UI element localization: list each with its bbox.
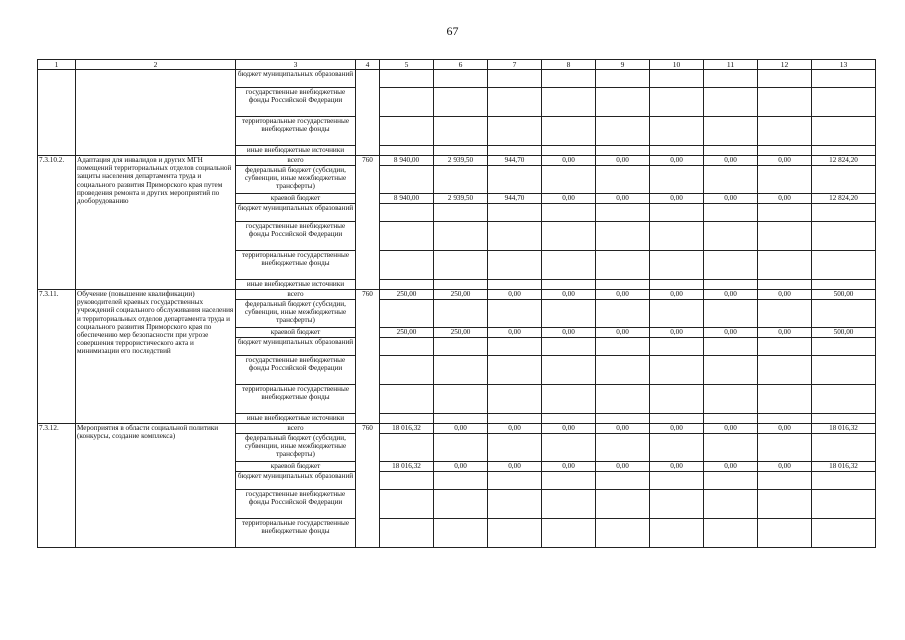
value-cell bbox=[704, 204, 758, 222]
source-cell: иные внебюджетные источники bbox=[236, 414, 356, 424]
value-cell bbox=[380, 356, 434, 385]
code-cell: 7.3.10.2. bbox=[38, 156, 76, 290]
value-cell: 250,00 bbox=[380, 290, 434, 300]
value-cell bbox=[596, 300, 650, 328]
value-cell: 0,00 bbox=[650, 424, 704, 434]
value-cell bbox=[434, 472, 488, 490]
value-cell: 0,00 bbox=[704, 290, 758, 300]
value-cell bbox=[704, 222, 758, 251]
value-cell: 0,00 bbox=[434, 462, 488, 472]
value-cell bbox=[596, 434, 650, 462]
value-cell: 0,00 bbox=[704, 462, 758, 472]
value-cell bbox=[488, 88, 542, 117]
value-cell bbox=[488, 117, 542, 146]
value-cell: 18 016,32 bbox=[812, 462, 876, 472]
value-cell bbox=[650, 251, 704, 280]
name-cell: Обучение (повышение квалификации) руководителей краевых государственных учреждений социального обслуживания населения и территориальных отделов департамента труда и социального развития Приморского края по обеспечению мер безопасности при угрозе совершения террористического акта и минимизации его последствий bbox=[76, 290, 236, 424]
value-cell: 0,00 bbox=[758, 290, 812, 300]
value-cell bbox=[704, 414, 758, 424]
source-cell: территориальные государственные внебюджетные фонды bbox=[236, 519, 356, 548]
value-cell bbox=[758, 434, 812, 462]
value-cell bbox=[650, 204, 704, 222]
value-cell bbox=[650, 414, 704, 424]
value-cell: 0,00 bbox=[542, 290, 596, 300]
value-cell: 0,00 bbox=[488, 290, 542, 300]
value-cell bbox=[812, 356, 876, 385]
column-header-9: 9 bbox=[596, 60, 650, 70]
grbs-cell: 760 bbox=[356, 156, 380, 290]
value-cell bbox=[596, 117, 650, 146]
value-cell bbox=[650, 434, 704, 462]
value-cell bbox=[812, 414, 876, 424]
source-cell: бюджет муниципальных образований bbox=[236, 70, 356, 88]
value-cell: 500,00 bbox=[812, 328, 876, 338]
value-cell: 944,70 bbox=[488, 194, 542, 204]
source-cell: бюджет муниципальных образований bbox=[236, 472, 356, 490]
value-cell bbox=[596, 280, 650, 290]
value-cell bbox=[434, 251, 488, 280]
value-cell bbox=[650, 166, 704, 194]
value-cell: 12 824,20 bbox=[812, 194, 876, 204]
value-cell bbox=[812, 222, 876, 251]
value-cell bbox=[380, 204, 434, 222]
page-number: 67 bbox=[446, 24, 459, 38]
value-cell: 18 016,32 bbox=[380, 424, 434, 434]
value-cell bbox=[380, 146, 434, 156]
value-cell: 250,00 bbox=[434, 328, 488, 338]
value-cell bbox=[596, 88, 650, 117]
value-cell bbox=[812, 338, 876, 356]
value-cell: 250,00 bbox=[380, 328, 434, 338]
value-cell bbox=[488, 166, 542, 194]
value-cell bbox=[758, 280, 812, 290]
value-cell bbox=[596, 166, 650, 194]
source-cell: иные внебюджетные источники bbox=[236, 280, 356, 290]
value-cell: 0,00 bbox=[542, 156, 596, 166]
value-cell: 0,00 bbox=[758, 424, 812, 434]
value-cell bbox=[542, 472, 596, 490]
value-cell bbox=[596, 356, 650, 385]
value-cell bbox=[434, 338, 488, 356]
value-cell bbox=[758, 251, 812, 280]
value-cell bbox=[542, 356, 596, 385]
value-cell bbox=[596, 519, 650, 548]
value-cell bbox=[488, 414, 542, 424]
grbs-cell: 760 bbox=[356, 290, 380, 424]
value-cell bbox=[488, 519, 542, 548]
value-cell: 0,00 bbox=[488, 328, 542, 338]
code-cell: 7.3.12. bbox=[38, 424, 76, 548]
value-cell bbox=[758, 166, 812, 194]
source-cell: государственные внебюджетные фонды Российской Федерации bbox=[236, 356, 356, 385]
value-cell bbox=[812, 519, 876, 548]
value-cell bbox=[650, 300, 704, 328]
value-cell: 0,00 bbox=[542, 424, 596, 434]
value-cell bbox=[434, 414, 488, 424]
value-cell bbox=[812, 490, 876, 519]
column-header-7: 7 bbox=[488, 60, 542, 70]
value-cell: 0,00 bbox=[542, 194, 596, 204]
value-cell: 0,00 bbox=[758, 328, 812, 338]
value-cell bbox=[380, 88, 434, 117]
value-cell bbox=[596, 490, 650, 519]
source-cell: федеральный бюджет (субсидии, субвенции, иные межбюджетные трансферты) bbox=[236, 434, 356, 462]
source-cell: территориальные государственные внебюджетные фонды bbox=[236, 117, 356, 146]
value-cell bbox=[380, 490, 434, 519]
value-cell bbox=[650, 280, 704, 290]
value-cell bbox=[488, 472, 542, 490]
code-cell: 7.3.11. bbox=[38, 290, 76, 424]
value-cell: 0,00 bbox=[650, 156, 704, 166]
source-cell: федеральный бюджет (субсидии, субвенции, иные межбюджетные трансферты) bbox=[236, 300, 356, 328]
value-cell bbox=[704, 490, 758, 519]
value-cell bbox=[758, 222, 812, 251]
value-cell bbox=[488, 222, 542, 251]
grbs-cell bbox=[356, 70, 380, 156]
value-cell bbox=[596, 146, 650, 156]
source-cell: территориальные государственные внебюджетные фонды bbox=[236, 251, 356, 280]
value-cell bbox=[434, 222, 488, 251]
value-cell bbox=[434, 146, 488, 156]
value-cell: 0,00 bbox=[596, 290, 650, 300]
value-cell: 0,00 bbox=[704, 424, 758, 434]
value-cell bbox=[704, 519, 758, 548]
value-cell bbox=[542, 385, 596, 414]
value-cell bbox=[542, 251, 596, 280]
column-header-8: 8 bbox=[542, 60, 596, 70]
value-cell bbox=[488, 434, 542, 462]
value-cell bbox=[434, 434, 488, 462]
value-cell bbox=[758, 414, 812, 424]
column-header-12: 12 bbox=[758, 60, 812, 70]
value-cell bbox=[704, 356, 758, 385]
value-cell bbox=[488, 385, 542, 414]
value-cell bbox=[758, 70, 812, 88]
value-cell bbox=[704, 385, 758, 414]
value-cell bbox=[434, 204, 488, 222]
value-cell bbox=[488, 146, 542, 156]
value-cell bbox=[650, 117, 704, 146]
value-cell bbox=[542, 519, 596, 548]
column-header-5: 5 bbox=[380, 60, 434, 70]
value-cell bbox=[650, 222, 704, 251]
column-header-2: 2 bbox=[76, 60, 236, 70]
name-cell: Мероприятия в области социальной политики (конкурсы, создание комплекса) bbox=[76, 424, 236, 548]
value-cell bbox=[542, 204, 596, 222]
name-cell: Адаптация для инвалидов и других МГН помещений территориальных отделов социальной защиты населения департамента труда и социального развития Приморского края путем проведения ремонта и других мероприятий по дооборудованию bbox=[76, 156, 236, 290]
value-cell bbox=[650, 146, 704, 156]
source-cell: всего bbox=[236, 156, 356, 166]
value-cell bbox=[758, 300, 812, 328]
value-cell bbox=[812, 70, 876, 88]
value-cell bbox=[812, 204, 876, 222]
source-cell: федеральный бюджет (субсидии, субвенции, иные межбюджетные трансферты) bbox=[236, 166, 356, 194]
value-cell bbox=[758, 519, 812, 548]
column-header-1: 1 bbox=[38, 60, 76, 70]
value-cell: 0,00 bbox=[596, 328, 650, 338]
value-cell: 0,00 bbox=[650, 290, 704, 300]
value-cell bbox=[542, 434, 596, 462]
value-cell bbox=[704, 166, 758, 194]
table-row bbox=[38, 424, 876, 434]
code-cell bbox=[38, 70, 76, 156]
value-cell bbox=[380, 166, 434, 194]
column-header-3: 3 bbox=[236, 60, 356, 70]
value-cell bbox=[488, 204, 542, 222]
column-header-11: 11 bbox=[704, 60, 758, 70]
value-cell bbox=[596, 70, 650, 88]
value-cell bbox=[434, 385, 488, 414]
value-cell bbox=[380, 472, 434, 490]
value-cell bbox=[542, 300, 596, 328]
value-cell: 0,00 bbox=[596, 462, 650, 472]
header-row bbox=[38, 60, 876, 70]
table-row bbox=[38, 70, 876, 88]
value-cell: 0,00 bbox=[650, 194, 704, 204]
value-cell bbox=[812, 300, 876, 328]
value-cell: 0,00 bbox=[758, 194, 812, 204]
source-cell: краевой бюджет bbox=[236, 194, 356, 204]
value-cell bbox=[650, 490, 704, 519]
value-cell: 8 940,00 bbox=[380, 156, 434, 166]
value-cell bbox=[380, 117, 434, 146]
value-cell bbox=[704, 251, 758, 280]
column-header-10: 10 bbox=[650, 60, 704, 70]
table-row bbox=[38, 156, 876, 166]
value-cell bbox=[434, 88, 488, 117]
value-cell: 0,00 bbox=[596, 156, 650, 166]
value-cell bbox=[542, 414, 596, 424]
value-cell bbox=[488, 280, 542, 290]
value-cell bbox=[758, 356, 812, 385]
source-cell: государственные внебюджетные фонды Российской Федерации bbox=[236, 222, 356, 251]
value-cell: 0,00 bbox=[542, 328, 596, 338]
value-cell bbox=[650, 88, 704, 117]
value-cell bbox=[380, 280, 434, 290]
budget-table bbox=[37, 59, 876, 548]
value-cell bbox=[380, 519, 434, 548]
value-cell bbox=[380, 251, 434, 280]
value-cell: 0,00 bbox=[704, 156, 758, 166]
value-cell: 0,00 bbox=[704, 328, 758, 338]
value-cell bbox=[704, 70, 758, 88]
value-cell bbox=[812, 166, 876, 194]
value-cell bbox=[758, 472, 812, 490]
value-cell bbox=[758, 204, 812, 222]
value-cell bbox=[542, 117, 596, 146]
value-cell bbox=[812, 385, 876, 414]
value-cell bbox=[812, 472, 876, 490]
value-cell: 250,00 bbox=[434, 290, 488, 300]
value-cell bbox=[488, 251, 542, 280]
value-cell bbox=[704, 88, 758, 117]
source-cell: бюджет муниципальных образований bbox=[236, 338, 356, 356]
table-row bbox=[38, 290, 876, 300]
value-cell bbox=[542, 88, 596, 117]
value-cell bbox=[434, 280, 488, 290]
value-cell bbox=[434, 519, 488, 548]
value-cell bbox=[542, 70, 596, 88]
value-cell bbox=[704, 338, 758, 356]
value-cell bbox=[434, 300, 488, 328]
value-cell bbox=[488, 356, 542, 385]
column-header-13: 13 bbox=[812, 60, 876, 70]
value-cell: 18 016,32 bbox=[380, 462, 434, 472]
value-cell bbox=[758, 490, 812, 519]
value-cell: 500,00 bbox=[812, 290, 876, 300]
value-cell bbox=[542, 222, 596, 251]
value-cell bbox=[812, 88, 876, 117]
value-cell bbox=[704, 117, 758, 146]
value-cell bbox=[758, 146, 812, 156]
value-cell: 0,00 bbox=[542, 462, 596, 472]
value-cell: 0,00 bbox=[758, 156, 812, 166]
value-cell: 12 824,20 bbox=[812, 156, 876, 166]
value-cell bbox=[380, 385, 434, 414]
value-cell bbox=[812, 251, 876, 280]
value-cell: 944,70 bbox=[488, 156, 542, 166]
value-cell bbox=[812, 434, 876, 462]
value-cell bbox=[434, 70, 488, 88]
source-cell: территориальные государственные внебюджетные фонды bbox=[236, 385, 356, 414]
value-cell: 2 939,50 bbox=[434, 156, 488, 166]
value-cell bbox=[380, 300, 434, 328]
value-cell: 0,00 bbox=[650, 328, 704, 338]
value-cell bbox=[650, 385, 704, 414]
value-cell bbox=[650, 519, 704, 548]
source-cell: всего bbox=[236, 424, 356, 434]
value-cell: 0,00 bbox=[434, 424, 488, 434]
value-cell: 8 940,00 bbox=[380, 194, 434, 204]
source-cell: всего bbox=[236, 290, 356, 300]
value-cell bbox=[812, 117, 876, 146]
value-cell bbox=[596, 251, 650, 280]
value-cell: 0,00 bbox=[488, 462, 542, 472]
value-cell bbox=[596, 338, 650, 356]
value-cell bbox=[704, 434, 758, 462]
value-cell bbox=[434, 356, 488, 385]
value-cell bbox=[704, 146, 758, 156]
value-cell bbox=[380, 70, 434, 88]
value-cell bbox=[596, 204, 650, 222]
value-cell bbox=[434, 166, 488, 194]
source-cell: государственные внебюджетные фонды Российской Федерации bbox=[236, 490, 356, 519]
value-cell bbox=[758, 88, 812, 117]
value-cell bbox=[434, 117, 488, 146]
column-header-4: 4 bbox=[356, 60, 380, 70]
value-cell bbox=[542, 280, 596, 290]
source-cell: краевой бюджет bbox=[236, 328, 356, 338]
value-cell bbox=[650, 338, 704, 356]
value-cell bbox=[704, 472, 758, 490]
value-cell bbox=[596, 472, 650, 490]
value-cell bbox=[704, 280, 758, 290]
grbs-cell: 760 bbox=[356, 424, 380, 548]
value-cell: 0,00 bbox=[596, 194, 650, 204]
value-cell bbox=[542, 490, 596, 519]
source-cell: иные внебюджетные источники bbox=[236, 146, 356, 156]
source-cell: бюджет муниципальных образований bbox=[236, 204, 356, 222]
value-cell bbox=[758, 117, 812, 146]
value-cell: 0,00 bbox=[758, 462, 812, 472]
value-cell bbox=[488, 300, 542, 328]
value-cell: 0,00 bbox=[704, 194, 758, 204]
value-cell bbox=[380, 222, 434, 251]
table-body bbox=[38, 70, 876, 548]
value-cell bbox=[488, 338, 542, 356]
column-header-6: 6 bbox=[434, 60, 488, 70]
value-cell: 18 016,32 bbox=[812, 424, 876, 434]
value-cell bbox=[812, 146, 876, 156]
value-cell bbox=[812, 280, 876, 290]
source-cell: краевой бюджет bbox=[236, 462, 356, 472]
value-cell bbox=[704, 300, 758, 328]
value-cell: 0,00 bbox=[488, 424, 542, 434]
value-cell bbox=[596, 222, 650, 251]
value-cell bbox=[542, 338, 596, 356]
value-cell bbox=[488, 70, 542, 88]
value-cell bbox=[542, 146, 596, 156]
value-cell bbox=[650, 70, 704, 88]
value-cell: 2 939,50 bbox=[434, 194, 488, 204]
value-cell bbox=[380, 414, 434, 424]
value-cell: 0,00 bbox=[650, 462, 704, 472]
value-cell bbox=[758, 385, 812, 414]
value-cell bbox=[488, 490, 542, 519]
value-cell bbox=[542, 166, 596, 194]
value-cell bbox=[434, 490, 488, 519]
value-cell bbox=[596, 414, 650, 424]
source-cell: государственные внебюджетные фонды Российской Федерации bbox=[236, 88, 356, 117]
value-cell bbox=[650, 472, 704, 490]
value-cell: 0,00 bbox=[596, 424, 650, 434]
value-cell bbox=[380, 434, 434, 462]
value-cell bbox=[596, 385, 650, 414]
value-cell bbox=[380, 338, 434, 356]
value-cell bbox=[758, 338, 812, 356]
name-cell bbox=[76, 70, 236, 156]
value-cell bbox=[650, 356, 704, 385]
